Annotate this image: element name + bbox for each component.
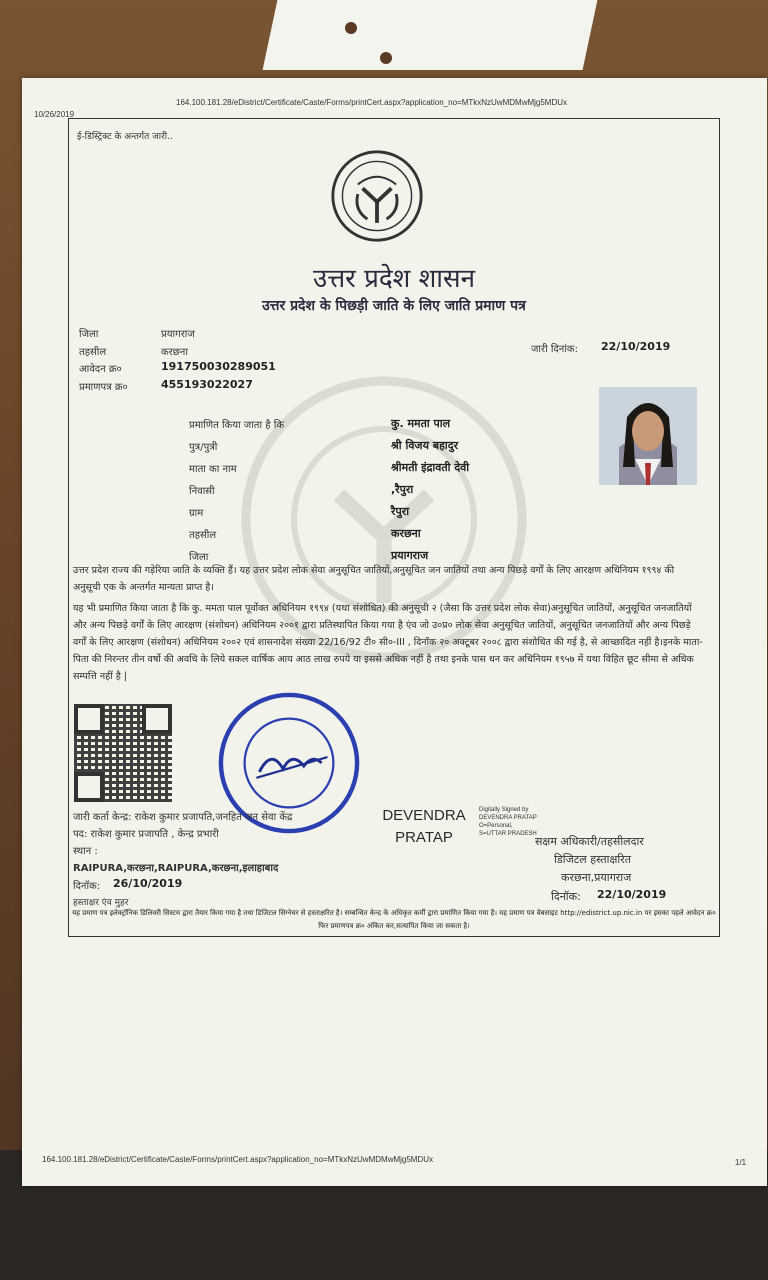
certificate-page xyxy=(22,78,767,1186)
place-value: RAIPURA,करछना,RAIPURA,करछना,इलाहाबाद xyxy=(73,863,279,874)
qr-finder xyxy=(74,772,104,802)
issuing-center: जारी कर्ता केन्द्र: राकेश कुमार प्रजापति,जनहित जन सेवा केंद्र xyxy=(73,812,293,823)
qr-finder xyxy=(74,704,104,734)
detail-value: रैपुरा xyxy=(391,505,410,518)
application-number: 191750030289051 xyxy=(161,360,276,373)
verification-footnote: यह प्रमाण पत्र इलेक्ट्रॉनिक डिलिवरी सिस्टम द्वारा तैयार किया गया है तथा डिजिटल सिग्नेचर से हस्ताक्षरित है। सम्बन्धित केन्द्र के अधिकृत कर्मी द्वारा प्रमाणित किया गया है। यह प्रमाण पत्र वेबसाइट http://edistrict.up.nic.in पर इसका पहले आवेदन क्र० फिर प्रमाणपत्र क्र० अंकित कर,सत्यापित किया जा सकता है। xyxy=(72,909,716,930)
applicant-photo xyxy=(599,387,697,485)
print-date-label: दिनॉक: xyxy=(73,881,101,892)
issued-under: ई-डिस्ट्रिक्ट के अन्तर्गत जारी.. xyxy=(77,132,173,142)
tehsil-label: तहसील xyxy=(79,347,107,358)
detail-label: माता का नाम xyxy=(189,464,237,475)
digital-signer-name: DEVENDRA PRATAP xyxy=(382,807,466,846)
authority-title: सक्षम अधिकारी/तहसीलदार xyxy=(535,835,644,848)
person-photo-icon xyxy=(599,387,697,485)
tehsil-value: करछना xyxy=(161,347,188,358)
qr-code xyxy=(74,704,172,802)
place-label: स्थान : xyxy=(73,846,98,857)
district-value: प्रयागराज xyxy=(161,329,195,340)
issuing-post: पद: राकेश कुमार प्रजापति , केन्द्र प्रभारी xyxy=(73,829,219,840)
detail-label: तहसील xyxy=(189,530,217,541)
punch-hole xyxy=(345,22,357,34)
print-date-value: 26/10/2019 xyxy=(113,877,183,890)
punched-paper-behind xyxy=(263,0,598,70)
digital-signature-note: Digitally Signed by DEVENDRA PRATAP O=Personal, S=UTTAR PRADESH xyxy=(479,807,537,837)
digital-signed-label: डिजिटल हस्ताक्षरित xyxy=(554,853,631,866)
detail-value: ,रैपुरा xyxy=(391,483,414,496)
page-number: 1/1 xyxy=(735,1158,747,1167)
district-label: जिला xyxy=(79,329,99,340)
detail-value: प्रयागराज xyxy=(391,549,429,562)
certificate-number: 455193022027 xyxy=(161,378,253,391)
issue-date-label: जारी दिनांक: xyxy=(531,344,578,355)
certificate-no-label: प्रमाणपत्र क्र० xyxy=(79,382,128,393)
authority-place: करछना,प्रयागराज xyxy=(561,871,632,884)
application-label: आवेदन क्र० xyxy=(79,364,122,375)
authority-date-label: दिनॉक: xyxy=(551,890,581,903)
detail-label: पुत्र/पुत्री xyxy=(189,442,218,453)
govt-title: उत्तर प्रदेश शासन xyxy=(312,264,476,294)
signature-seal-label: हस्ताक्षर एंव मुहर xyxy=(73,898,129,908)
caste-statement: उत्तर प्रदेश राज्य की गड़ेरिया जाति के व्यक्ति हैं। यह उत्तर प्रदेश लोक सेवा अनुसूचित जातियों,अनुसूचित जन जातियों तथा अन्य पिछड़े वर्गों के लिए आरक्षण अधिनियम १९९४ की अनुसूची एक के अन्तर्गत मान्यता प्राप्त है। xyxy=(73,565,675,593)
detail-label: प्रमाणित किया जाता है कि xyxy=(189,420,285,431)
qr-finder xyxy=(142,704,172,734)
punch-hole xyxy=(380,52,392,64)
income-statement: यह भी प्रमाणित किया जाता है कि कु. ममता पाल पूर्वोक्त अधिनियम १९९४ (यथा संशोधित) की अनुसूची २ (जैसा कि उत्तर प्रदेश लोक सेवा)अनुसूचित जातियों, अनुसूचित जनजातियों और अन्य पिछड़े वर्गों के लिए आरक्षण (संशोधन) अधिनियम २००१ द्वारा प्रतिस्थापित किया गया है एंव जो उ०प्र० लोक सेवा अनुसूचित जातियों, अनुसूचित जनजातियों और अन्य पिछड़े वर्गों के लिए आरक्षण (संशोधन) अधिनियम २००२ एवं शासनादेश संख्या 22/16/92 टी० सी०-III , दिनॉक २० अक्टूबर २००८ द्वारा संशोधित की गई है, से आच्छादित नहीं है।इनके माता-पिता की निरन्तर तीन वर्षो की अवधि के लिये सकल वार्षिक आय आठ लाख रुपये या इससे अधिक नहीं है तथा इनके पास धन कर अधिनियम १९५७ में यथा विहित छूट सीमा से अधिक सम्पत्ति नहीं है | xyxy=(73,603,703,682)
detail-value: श्रीमती इंद्रावती देवी xyxy=(391,461,470,474)
detail-value: करछना xyxy=(391,527,421,540)
detail-value: श्री विजय बहादुर xyxy=(391,439,459,452)
certificate-frame xyxy=(68,118,720,937)
print-date: 10/26/2019 xyxy=(34,110,75,119)
detail-value: कु. ममता पाल xyxy=(391,417,451,430)
issue-date: 22/10/2019 xyxy=(601,340,671,353)
up-govt-emblem-icon xyxy=(329,148,425,244)
detail-label: निवासी xyxy=(189,486,215,497)
print-url: 164.100.181.28/eDistrict/Certificate/Caste/Forms/printCert.aspx?application_no=MTkxNzUwMDMwMjg5MDUx xyxy=(176,98,568,107)
detail-label: जिला xyxy=(189,552,209,563)
footer-url: 164.100.181.28/eDistrict/Certificate/Caste/Forms/printCert.aspx?application_no=MTkxNzUwMDMwMjg5MDUx xyxy=(42,1155,434,1164)
authority-date: 22/10/2019 xyxy=(597,888,667,901)
certificate-title: उत्तर प्रदेश के पिछड़ी जाति के लिए जाति प्रमाण पत्र xyxy=(262,298,526,314)
detail-label: ग्राम xyxy=(189,508,204,519)
